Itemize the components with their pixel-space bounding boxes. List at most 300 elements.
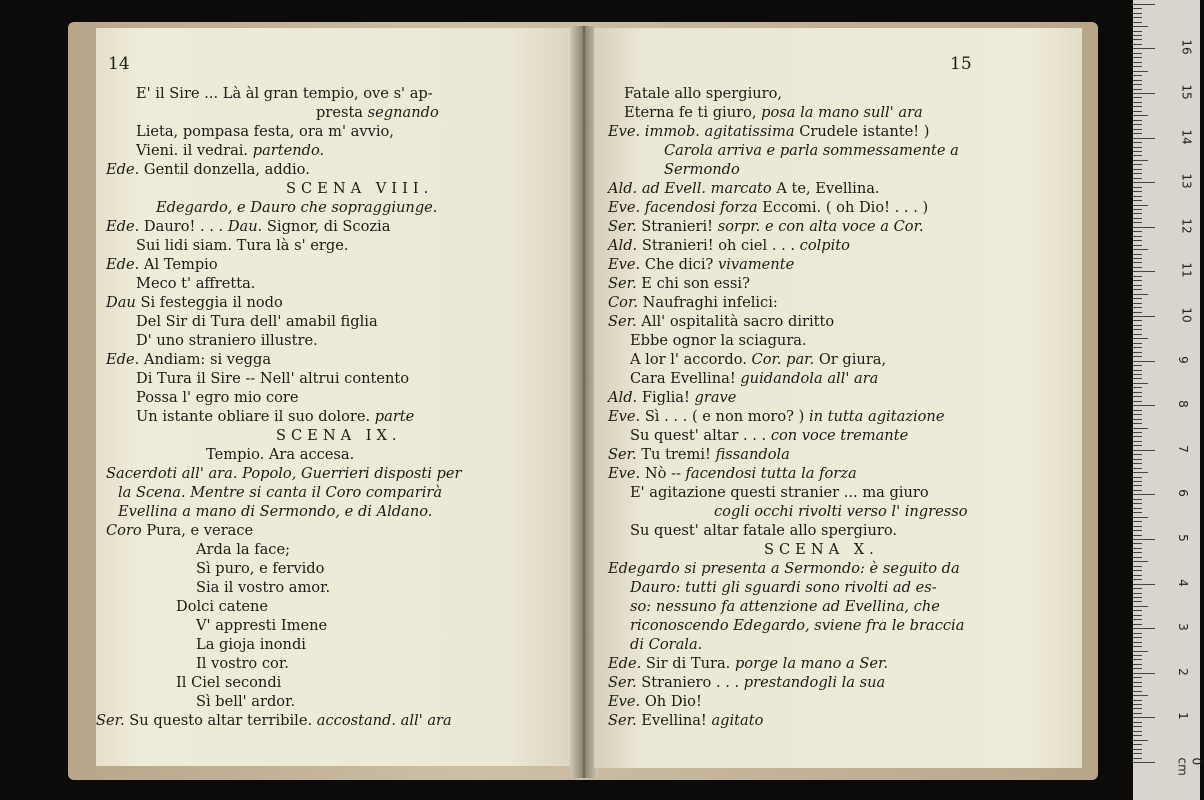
stage-direction: Sermondo [664, 161, 740, 178]
verse-text: Dolci catene [176, 598, 269, 615]
ruler-tick [1133, 231, 1142, 232]
ruler-tick [1133, 356, 1142, 357]
ruler-label: 12 [1179, 218, 1194, 234]
ruler-tick [1133, 13, 1142, 14]
ruler-tick [1133, 726, 1142, 727]
ruler-tick [1133, 615, 1142, 616]
verse-text: E chi son essi? [641, 275, 750, 292]
text-line [608, 123, 930, 141]
ruler-tick [1133, 378, 1142, 379]
ruler-tick [1133, 209, 1142, 210]
ruler-tick [1133, 187, 1142, 188]
ruler-tick [1133, 267, 1142, 268]
ruler-tick [1133, 370, 1142, 371]
ruler-tick [1133, 481, 1142, 482]
text-line [630, 332, 807, 350]
stage-direction: porge la mano a Ser. [734, 655, 889, 672]
ruler-tick [1133, 740, 1148, 741]
text-line [608, 712, 763, 730]
verse-text: Sì bell' ardor. [196, 693, 296, 710]
stage-direction: Ede. [106, 161, 144, 178]
ruler-label: 0 cm [1175, 757, 1204, 776]
ruler-tick [1133, 89, 1142, 90]
ruler-tick [1133, 80, 1142, 81]
stage-direction: Ser. [96, 712, 130, 729]
verse-text: Il Ciel secondi [176, 674, 282, 691]
ruler-tick [1133, 236, 1142, 237]
text-line [608, 199, 928, 217]
ruler-tick [1133, 173, 1142, 174]
verse-text: Su questo altar terribile. [129, 712, 313, 729]
verse-text: Figlia! [641, 389, 690, 406]
verse-text: Arda la face; [196, 541, 291, 558]
stage-direction: Eve. immob. agitatissima [608, 123, 800, 140]
stage-direction: guidandola all' ara [740, 370, 879, 387]
text-line [136, 275, 255, 293]
verse-text: Naufraghi infelici: [642, 294, 778, 311]
stage-direction: riconoscendo Edegardo, sviene fra le braccia [630, 617, 965, 634]
ruler-tick [1133, 651, 1148, 652]
ruler-tick [1133, 111, 1142, 112]
ruler-tick [1133, 428, 1148, 429]
ruler-tick [1133, 396, 1142, 397]
stage-direction: Sacerdoti all' ara. Popolo, Guerrieri disposti per [106, 465, 462, 482]
ruler-tick [1133, 178, 1142, 179]
text-line [286, 180, 433, 198]
ruler-tick [1133, 312, 1142, 313]
ruler-tick [1133, 343, 1142, 344]
ruler-tick [1133, 316, 1155, 317]
verse-text: Il vostro cor. [196, 655, 289, 672]
ruler-tick [1133, 423, 1142, 424]
ruler-tick [1133, 530, 1142, 531]
ruler-tick [1133, 441, 1142, 442]
ruler-tick [1133, 432, 1142, 433]
ruler-tick [1133, 285, 1142, 286]
verse-text: Sui lidi siam. Tura là s' erge. [136, 237, 349, 254]
stage-direction: Eve. [608, 465, 645, 482]
text-line [106, 465, 461, 483]
text-line [608, 560, 960, 578]
ruler-tick [1133, 97, 1142, 98]
ruler-label: 6 [1175, 489, 1190, 498]
ruler-tick [1133, 588, 1142, 589]
ruler-tick [1133, 682, 1142, 683]
stage-direction: so: nessuno fa attenzione ad Evellina, che [630, 598, 940, 615]
text-line [106, 351, 271, 369]
ruler-tick [1133, 552, 1142, 553]
text-line [106, 256, 218, 274]
verse-text: Possa l' egro mio core [136, 389, 299, 406]
stage-direction: Ede. [106, 256, 144, 273]
verse-text: V' appresti Imene [196, 617, 328, 634]
ruler-tick [1133, 561, 1148, 562]
ruler-tick [1133, 213, 1142, 214]
stage-direction: facendosi tutta la forza [685, 465, 857, 482]
ruler-tick [1133, 218, 1142, 219]
text-line [664, 161, 740, 179]
ruler-tick [1133, 463, 1142, 464]
verse-text: Su quest' altar fatale allo spergiuro. [630, 522, 898, 539]
ruler-tick [1133, 477, 1142, 478]
text-line [196, 636, 306, 654]
ruler-tick [1133, 619, 1142, 620]
ruler-tick [1133, 584, 1155, 585]
stage-direction: Ald. [608, 389, 642, 406]
stage-direction: Evellina a mano di Sermondo, e di Aldano. [118, 503, 433, 520]
ruler-tick [1133, 303, 1142, 304]
stage-direction: Ser. [608, 275, 642, 292]
ruler-tick [1133, 84, 1142, 85]
text-line [608, 237, 850, 255]
verse-text: La gioja inondi [196, 636, 306, 653]
verse-text: Del Sir di Tura dell' amabil figlia [136, 313, 378, 330]
ruler-tick [1133, 361, 1155, 362]
ruler-tick [1133, 31, 1142, 32]
ruler-tick [1133, 722, 1142, 723]
stage-direction: Ald. ad Evell. marcato [608, 180, 777, 197]
verse-text: Fatale allo spergiuro, [624, 85, 783, 102]
verse-text: Evellina! [641, 712, 707, 729]
ruler-label: 5 [1175, 534, 1190, 542]
verse-text: Su quest' altar . . . [630, 427, 767, 444]
text-line [608, 674, 885, 692]
ruler-tick [1133, 160, 1148, 161]
stage-direction: Ald. [608, 237, 642, 254]
text-line [624, 85, 782, 103]
text-line [106, 218, 390, 236]
ruler-tick [1133, 374, 1142, 375]
stage-direction: accostand. all' ara [316, 712, 452, 729]
ruler-tick [1133, 320, 1142, 321]
text-line [136, 237, 349, 255]
stage-direction: Ser. [608, 674, 642, 691]
verse-text: Stranieri! oh ciel . . . [641, 237, 796, 254]
ruler-tick [1133, 445, 1142, 446]
text-line [608, 408, 944, 426]
verse-text: Straniero . . . [641, 674, 740, 691]
ruler-tick [1133, 138, 1155, 139]
verse-text: Nò -- [644, 465, 681, 482]
ruler-tick [1133, 642, 1142, 643]
stage-direction: Eve. [608, 408, 645, 425]
ruler-tick [1133, 695, 1148, 696]
text-line [96, 712, 452, 730]
ruler-tick [1133, 753, 1142, 754]
ruler-tick [1133, 566, 1142, 567]
ruler-tick [1133, 535, 1142, 536]
ruler-tick [1133, 222, 1142, 223]
verse-text: Sì puro, e fervido [196, 560, 325, 577]
ruler-tick [1133, 17, 1142, 18]
verse-text: Eccomi. ( oh Dio! . . . ) [762, 199, 929, 216]
text-line [714, 503, 968, 521]
ruler-tick [1133, 191, 1142, 192]
text-line [664, 142, 959, 160]
text-line [176, 598, 268, 616]
stage-direction: Dau [106, 294, 141, 311]
ruler-tick [1133, 383, 1148, 384]
stage-direction: prestandogli la sua [743, 674, 886, 691]
ruler-tick [1133, 548, 1142, 549]
ruler-tick [1133, 597, 1142, 598]
ruler-tick [1133, 735, 1142, 736]
ruler-tick [1133, 686, 1142, 687]
verse-text: E' il Sire ... Là àl gran tempio, ove s' ap- [136, 85, 433, 102]
text-line [136, 370, 409, 388]
text-line [608, 389, 736, 407]
ruler-tick [1133, 147, 1142, 148]
ruler-tick [1133, 646, 1142, 647]
text-line [136, 408, 414, 426]
ruler-tick [1133, 673, 1155, 674]
ruler-tick [1133, 365, 1142, 366]
ruler-tick [1133, 633, 1142, 634]
ruler-tick [1133, 8, 1142, 9]
text-line [608, 180, 880, 198]
text-line [156, 199, 437, 217]
ruler-tick [1133, 490, 1142, 491]
stage-direction: fissandola [715, 446, 790, 463]
ruler-tick [1133, 606, 1148, 607]
ruler-tick [1133, 717, 1155, 718]
ruler-tick [1133, 601, 1142, 602]
ruler-tick [1133, 298, 1142, 299]
verse-text: Gentil donzella, addio. [143, 161, 310, 178]
stage-direction: in tutta agitazione [808, 408, 945, 425]
ruler-tick [1133, 245, 1142, 246]
ruler-tick [1133, 731, 1142, 732]
verse-text: Signor, di Scozia [266, 218, 391, 235]
verse-text: Eterna fe ti giuro, [624, 104, 757, 121]
verse-text: Si festeggia il nodo [140, 294, 283, 311]
ruler-tick [1133, 182, 1155, 183]
text-line [608, 256, 794, 274]
text-line [608, 446, 790, 464]
ruler-tick [1133, 499, 1142, 500]
text-line [136, 123, 394, 141]
ruler-tick [1133, 57, 1142, 58]
text-line [630, 522, 897, 540]
ruler-label: 7 [1175, 444, 1190, 453]
verse-text: Pura, e verace [146, 522, 254, 539]
verse-text: Stranieri! [641, 218, 714, 235]
verse-text: E' agitazione questi stranier ... ma giuro [630, 484, 929, 501]
ruler-label: 10 [1179, 307, 1194, 323]
verse-text: Meco t' affretta. [136, 275, 256, 292]
ruler-tick [1133, 749, 1142, 750]
ruler-label: 3 [1175, 623, 1190, 632]
ruler-tick [1133, 26, 1148, 27]
ruler-tick [1133, 677, 1142, 678]
ruler-tick [1133, 512, 1142, 513]
ruler-tick [1133, 539, 1155, 540]
text-line [196, 541, 290, 559]
text-line [206, 446, 354, 464]
text-line [136, 142, 324, 160]
ruler-tick [1133, 557, 1142, 558]
ruler-tick [1133, 664, 1142, 665]
ruler-tick [1133, 120, 1142, 121]
ruler-tick [1133, 280, 1142, 281]
verse-text: Vieni. il vedrai. [136, 142, 249, 159]
left-page [96, 28, 580, 766]
text-line [630, 579, 937, 597]
ruler-tick [1133, 249, 1148, 250]
ruler-tick [1133, 655, 1142, 656]
verse-text: Dauro! . . . [143, 218, 224, 235]
text-line [136, 389, 299, 407]
stage-direction: Ede. [608, 655, 646, 672]
stage-direction: Dau. [227, 218, 267, 235]
text-line [196, 560, 324, 578]
stage-direction: Eve. [608, 693, 645, 710]
text-line [118, 503, 432, 521]
verse-text: Sia il vostro amor. [196, 579, 331, 596]
ruler-tick [1133, 410, 1142, 411]
ruler-tick [1133, 334, 1142, 335]
verse-text: SCENA IX. [276, 427, 402, 444]
verse-text: presta [316, 104, 364, 121]
text-line [608, 655, 888, 673]
ruler-tick [1133, 419, 1142, 420]
ruler-tick [1133, 254, 1142, 255]
text-line [106, 161, 310, 179]
ruler-tick [1133, 53, 1142, 54]
ruler-tick [1133, 414, 1142, 415]
ruler-tick [1133, 66, 1142, 67]
ruler-label: 9 [1175, 355, 1190, 364]
ruler-tick [1133, 106, 1142, 107]
stage-direction: Eve. [608, 256, 645, 273]
stage-direction: con voce tremante [770, 427, 909, 444]
verse-text: SCENA VIII. [286, 180, 434, 197]
text-line [176, 674, 281, 692]
verse-text: Sì . . . ( e non moro? ) [644, 408, 805, 425]
ruler-tick [1133, 347, 1142, 348]
text-line [630, 617, 964, 635]
text-line [106, 522, 253, 540]
ruler-tick [1133, 115, 1148, 116]
verse-text: Tempio. Ara accesa. [206, 446, 355, 463]
verse-text: Sir di Tura. [645, 655, 731, 672]
stage-direction: colpito [799, 237, 850, 254]
text-line [136, 313, 378, 331]
ruler-tick [1133, 155, 1142, 156]
ruler-tick [1133, 628, 1155, 629]
stage-direction: Ede. [106, 351, 144, 368]
ruler-tick [1133, 610, 1142, 611]
ruler-tick [1133, 450, 1155, 451]
ruler-tick [1133, 668, 1142, 669]
ruler-tick [1133, 472, 1148, 473]
ruler-tick [1133, 459, 1142, 460]
ruler-label: 15 [1179, 84, 1194, 100]
ruler-label: 11 [1179, 262, 1194, 279]
ruler-tick [1133, 387, 1142, 388]
stage-direction: Ser. [608, 446, 642, 463]
text-line [608, 693, 702, 711]
verse-text: Tu tremi! [641, 446, 711, 463]
ruler-label: 4 [1175, 578, 1190, 587]
ruler-tick [1133, 262, 1142, 263]
ruler-tick [1133, 294, 1148, 295]
text-line [196, 617, 327, 635]
verse-text: SCENA X. [764, 541, 879, 558]
ruler-label: 2 [1175, 667, 1190, 676]
text-line [196, 693, 295, 711]
ruler-tick [1133, 691, 1142, 692]
verse-text: Crudele istante! ) [799, 123, 930, 140]
ruler-tick [1133, 258, 1142, 259]
verse-text: Un istante obliare il suo dolore. [136, 408, 371, 425]
text-line [136, 332, 318, 350]
ruler-tick [1133, 39, 1142, 40]
text-line [276, 427, 402, 445]
stage-direction: Cor. [608, 294, 643, 311]
ruler-tick [1133, 713, 1142, 714]
text-line [136, 85, 433, 103]
verse-text: Cara Evellina! [630, 370, 736, 387]
stage-direction: Coro [106, 522, 142, 539]
text-line [196, 655, 289, 673]
text-line [608, 218, 924, 236]
verse-text: Di Tura il Sire -- Nell' altrui contento [136, 370, 410, 387]
text-line [624, 104, 923, 122]
stage-direction: di Corala. [630, 636, 703, 653]
ruler-tick [1133, 575, 1142, 576]
ruler-tick [1133, 436, 1142, 437]
right-page [594, 28, 1082, 768]
verse-text: Al Tempio [143, 256, 218, 273]
text-line [630, 370, 878, 388]
stage-direction: sorpr. e con alta voce a Cor. [717, 218, 924, 235]
text-line [608, 313, 834, 331]
ruler-tick [1133, 494, 1155, 495]
ruler-tick [1133, 392, 1142, 393]
ruler-tick [1133, 329, 1142, 330]
ruler-tick [1133, 71, 1148, 72]
verse-text: Ebbe ognor la sciagura. [630, 332, 807, 349]
stage-direction: la Scena. Mentre si canta il Coro comparirà [118, 484, 443, 501]
stage-direction: Edegardo si presenta a Sermondo: è seguito da [608, 560, 960, 577]
ruler-tick [1133, 205, 1148, 206]
stage-direction: parte [374, 408, 415, 425]
ruler-tick [1133, 338, 1148, 339]
text-line [106, 294, 283, 312]
ruler-tick [1133, 48, 1155, 49]
text-line [630, 351, 886, 369]
verse-text: Or giura, [818, 351, 887, 368]
ruler-tick [1133, 240, 1142, 241]
ruler-tick [1133, 508, 1142, 509]
ruler-tick [1133, 35, 1142, 36]
verse-text: A lor l' accordo. [630, 351, 747, 368]
ruler-tick [1133, 543, 1142, 544]
ruler-tick [1133, 62, 1142, 63]
stage-direction: cogli occhi rivolti verso l' ingresso [714, 503, 968, 520]
ruler-tick [1133, 744, 1142, 745]
verse-text: Lieta, pompasa festa, ora m' avvio, [136, 123, 394, 140]
ruler-tick [1133, 102, 1142, 103]
verse-text: Oh Dio! [644, 693, 702, 710]
stage-direction: grave [694, 389, 737, 406]
ruler-tick [1133, 169, 1142, 170]
ruler-tick [1133, 44, 1142, 45]
verse-text: D' uno straniero illustre. [136, 332, 318, 349]
stage-direction: agitato [711, 712, 764, 729]
measurement-ruler [1133, 0, 1204, 800]
